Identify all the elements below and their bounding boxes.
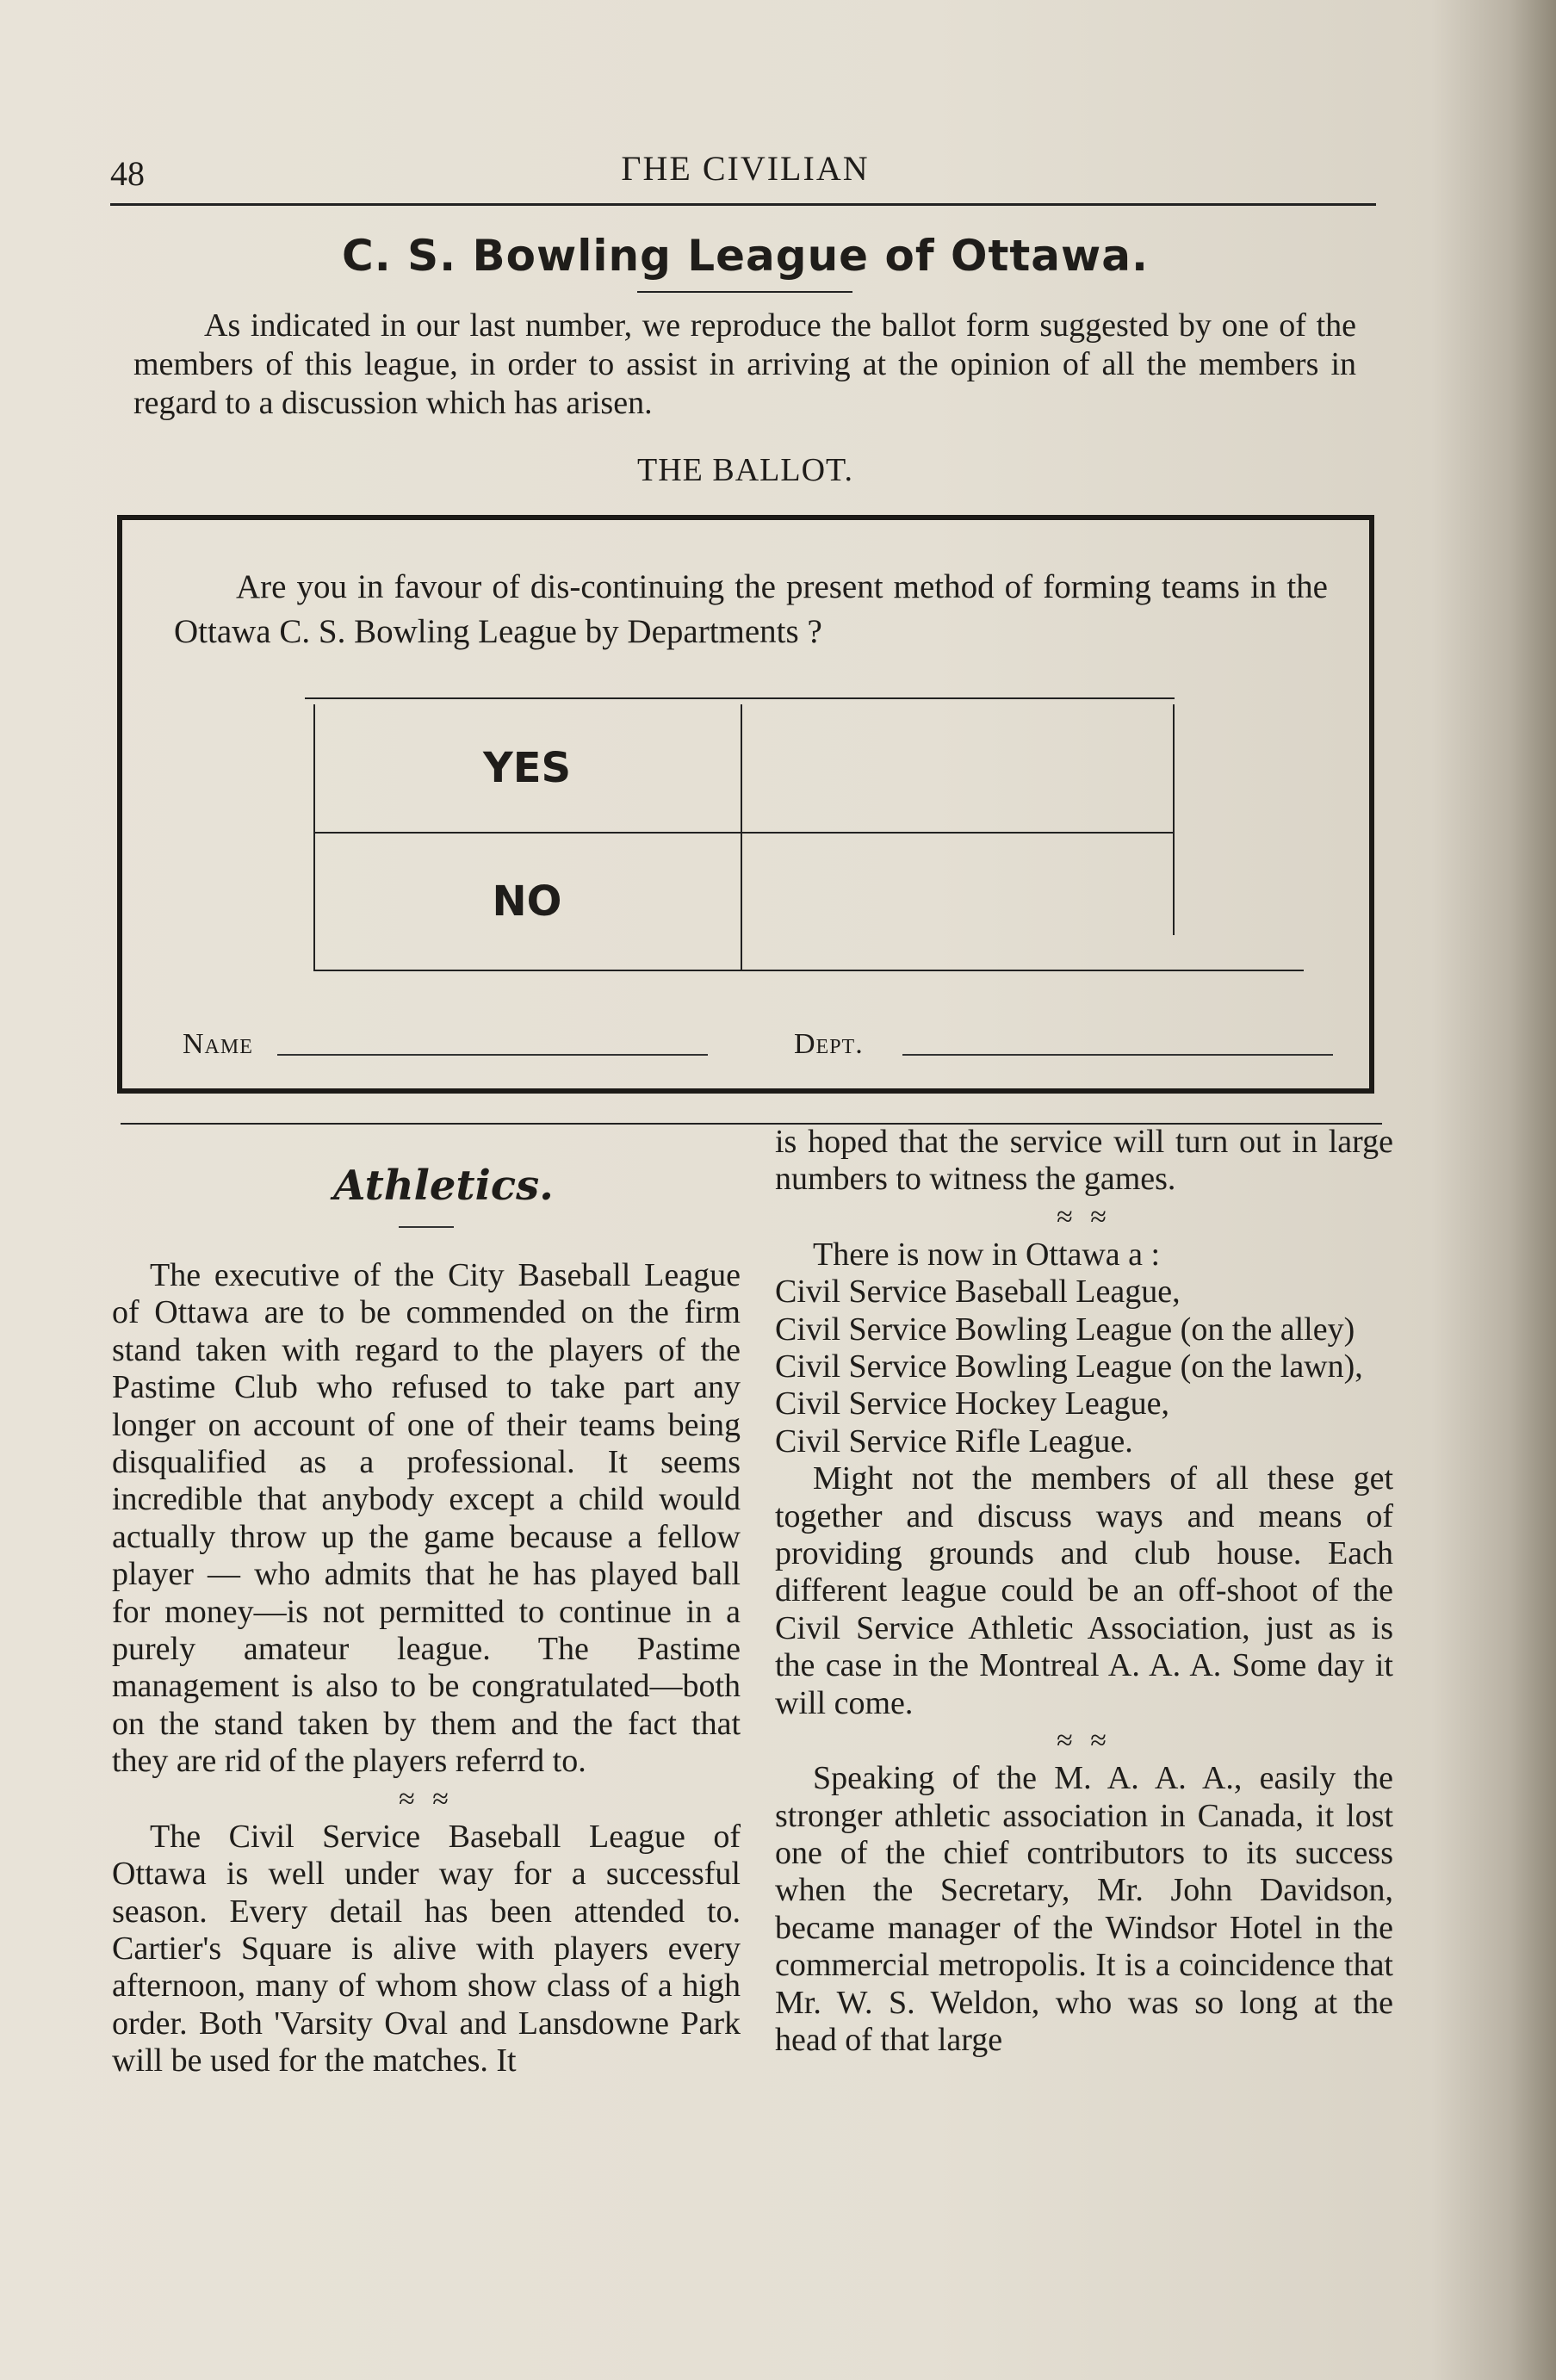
ballot-question: Are you in favour of dis-continuing the present method of forming teams in the Ottawa C. S. Bowling League by Departments ? [174, 568, 1328, 650]
list-intro: There is now in Ottawa a : [813, 1236, 1161, 1273]
paragraph-baseball-league: The Civil Service Baseball League of Ottawa is well under way for a successful season. Every detail has been attended to. Cartier's Square is alive with players every afternoon, many of whom show class of a high order. Both 'Varsity Oval and Lansdowne Park will be used for the matches. It [112, 1818, 741, 2079]
vote-table-right-rule [1173, 704, 1175, 935]
page-header [110, 145, 1380, 196]
paragraph-maaa: Speaking of the M. A. A. A., easily the stronger athletic association in Canada, it lost one of the chief contributors to its success when the Secretary, Mr. John Davidson, became manager of the Windsor Hotel in the commercial metropolis. It is a coincidence that Mr. W. S. Weldon, who was so long at the head of that large [775, 1760, 1393, 2058]
section-ornament: ≈ ≈ [1057, 1200, 1112, 1233]
right-column [775, 1124, 1393, 2059]
paragraph-club-house: Might not the members of all these get together and discuss ways and means of providing grounds and club house. Each different league could be an off-shoot of the Civil Service Athletic Association, just as is the case in the Montreal A. A. A. Some day it will come. [775, 1460, 1393, 1721]
list-item: Civil Service Bowling League (on the alley) [775, 1311, 1355, 1348]
article-intro: As indicated in our last number, we reproduce the ballot form suggested by one of the members of this league, in order to assist in arriving at the opinion of all the members in regard to a discussion which has arisen. [133, 307, 1356, 421]
vote-table [313, 697, 1304, 970]
paragraph-baseball-executive: The executive of the City Baseball League of Ottawa are to be commended on the firm stand taken with regard to the players of the Pastime Club who refused to take part any longer on account of one of their teams being disqualified as a professional. It seems incredible that anybody except a child would actually throw up the game because a fellow player — who admits that he has played ball for money—is not permitted to continue in a purely amateur league. The Pastime management is also to be congratulated—both on the stand taken by them and the fact that they are rid of the players referrd to. [112, 1257, 741, 1780]
list-item: Civil Service Bowling League (on the lawn), [775, 1348, 1363, 1385]
section-ornament: ≈ ≈ [1057, 1725, 1112, 1757]
section-ornament: ≈ ≈ [399, 1782, 454, 1815]
yes-checkbox[interactable] [742, 704, 1173, 832]
ballot-caption: THE BALLOT. [637, 452, 853, 488]
athletics-heading: Athletics. [333, 1162, 554, 1210]
vote-table-top-rule [305, 697, 1175, 699]
article-title: C. S. Bowling League of Ottawa. [342, 231, 1149, 281]
dept-field[interactable] [902, 1054, 1333, 1056]
no-label: NO [492, 877, 562, 926]
list-item: Civil Service Baseball League, [775, 1274, 1181, 1311]
dept-label: Dept. [794, 1028, 864, 1060]
vote-table-bottom-rule [313, 970, 1304, 971]
paragraph-continuation: is hoped that the service will turn out in large numbers to witness the games. [775, 1124, 1393, 1198]
yes-label: YES [482, 744, 572, 792]
list-item: Civil Service Rifle League. [775, 1422, 1133, 1460]
header-rule [110, 203, 1376, 206]
name-field[interactable] [277, 1054, 708, 1056]
left-column [112, 1150, 741, 2080]
list-item: Civil Service Hockey League, [775, 1385, 1169, 1422]
name-label: Name [183, 1028, 253, 1060]
ballot-form [117, 515, 1374, 1094]
heading-rule [399, 1226, 454, 1228]
no-checkbox[interactable] [742, 834, 1173, 970]
title-underline [637, 291, 852, 293]
page-number: 48 [110, 154, 145, 193]
running-title: ΓHE CIVILIAN [621, 149, 870, 188]
